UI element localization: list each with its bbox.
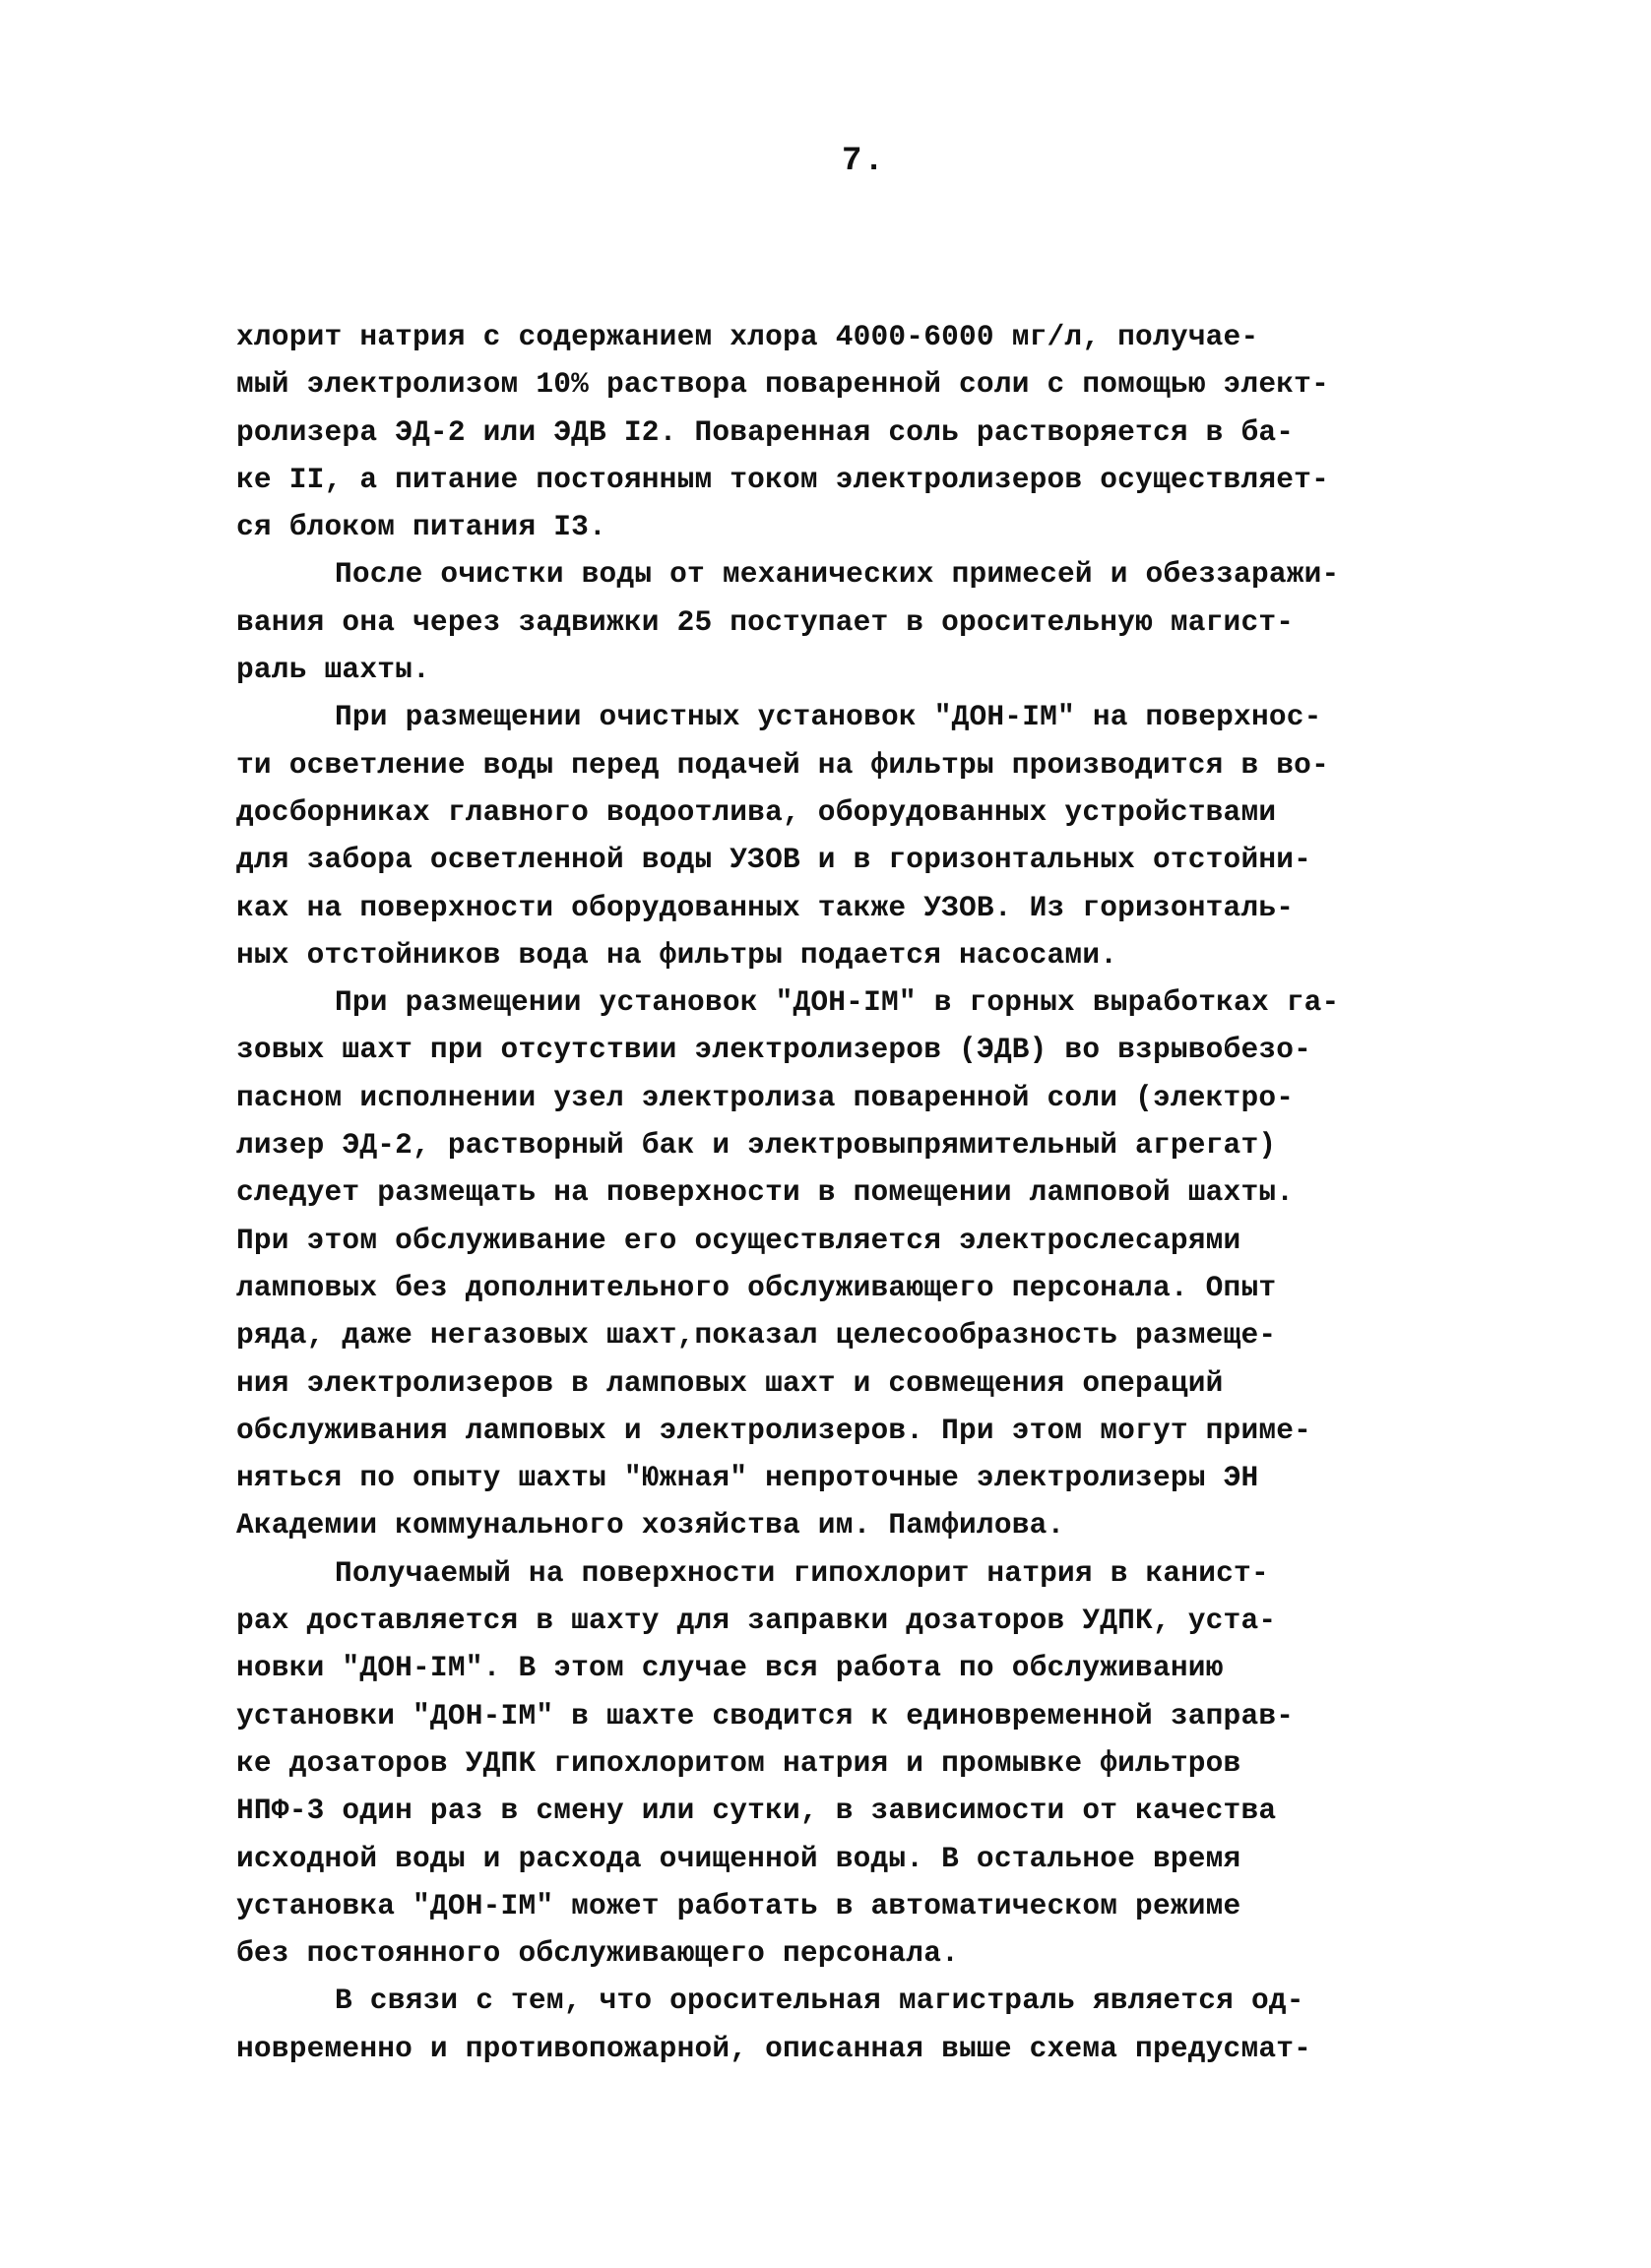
paragraph-start-line: Получаемый на поверхности гипохлорит натрия в канист- (335, 1555, 1269, 1590)
text-line: ся блоком питания I3. (236, 510, 606, 544)
text-line: ряда, даже негазовых шахт,показал целесообразность размеще- (236, 1318, 1277, 1353)
text-line: досборниках главного водоотлива, оборудованных устройствами (236, 794, 1277, 829)
text-line: ных отстойников вода на фильтры подается насосами. (236, 937, 1118, 972)
text-line: ках на поверхности оборудованных также УЗОВ. Из горизонталь- (236, 890, 1295, 924)
paragraph-start-line: При размещении установок "ДОН-IМ" в горных выработках га- (335, 985, 1340, 1020)
text-line: для забора осветленной воды УЗОВ и в горизонтальных отстойни- (236, 843, 1312, 877)
text-line: установка "ДОН-IМ" может работать в автоматическом режиме (236, 1888, 1241, 1922)
text-line: новки "ДОН-IМ". В этом случае вся работа по обслуживанию (236, 1651, 1224, 1685)
text-line: хлорит натрия с содержанием хлора 4000-6000 мг/л, получае- (236, 320, 1259, 353)
text-line: рах доставляется в шахту для заправки дозаторов УДПК, уста- (236, 1604, 1277, 1638)
text-line: установки "ДОН-IМ" в шахте сводится к единовременной заправ- (236, 1698, 1295, 1732)
page-number: 7. (842, 143, 886, 180)
text-line: пасном исполнении узел электролиза поваренной соли (электро- (236, 1080, 1295, 1114)
text-line: ке дозаторов УДПК гипохлоритом натрия и промывке фильтров (236, 1745, 1241, 1780)
text-line: При этом обслуживание его осуществляется электрослесарями (236, 1223, 1241, 1257)
text-line: ти осветление воды перед подачей на фильтры производится в во- (236, 747, 1329, 782)
text-line: новременно и противопожарной, описанная выше схема предусмат- (236, 2031, 1312, 2065)
text-line: лизер ЭД-2, растворный бак и электровыпрямительный агрегат) (236, 1128, 1277, 1163)
paragraph-start-line: После очистки воды от механических примесей и обеззарaжи- (335, 557, 1340, 592)
text-line: ке II, а питание постоянным током электролизеров осуществляет- (236, 462, 1329, 496)
body-text (236, 313, 1447, 2072)
text-line: няться по опыту шахты "Южная" непроточные электролизеры ЭН (236, 1461, 1259, 1495)
text-line: следует размещать на поверхности в помещении ламповой шахты. (236, 1175, 1295, 1210)
text-line: вания она через задвижки 25 поступает в оросительную магист- (236, 604, 1295, 639)
text-line: без постоянного обслуживающего персонала. (236, 1936, 960, 1971)
text-line: ролизера ЭД-2 или ЭДВ I2. Поваренная соль растворяется в ба- (236, 414, 1295, 449)
text-line: Академии коммунального хозяйства им. Памфилова. (236, 1508, 1065, 1543)
text-line: мый электролизом 10% раствора поваренной соли с помощью элект- (236, 367, 1329, 402)
text-line: ламповых без дополнительного обслуживающего персонала. Опыт (236, 1270, 1277, 1304)
paragraph-start-line: При размещении очистных установок "ДОН-IМ" на поверхнос- (335, 700, 1322, 734)
text-line: исходной воды и расхода очищенной воды. В остальное время (236, 1841, 1241, 1875)
text-line: НПФ-3 один раз в смену или сутки, в зависимости от качества (236, 1794, 1277, 1828)
text-line: зовых шахт при отсутствии электролизеров (ЭДВ) во взрывобезо- (236, 1033, 1312, 1067)
text-line: обслуживания ламповых и электролизеров. При этом могут приме- (236, 1413, 1312, 1447)
paragraph-start-line: В связи с тем, что оросительная магистраль является од- (335, 1984, 1304, 2018)
text-line: ния электролизеров в ламповых шахт и совмещения операций (236, 1365, 1224, 1400)
text-line: раль шахты. (236, 653, 430, 687)
